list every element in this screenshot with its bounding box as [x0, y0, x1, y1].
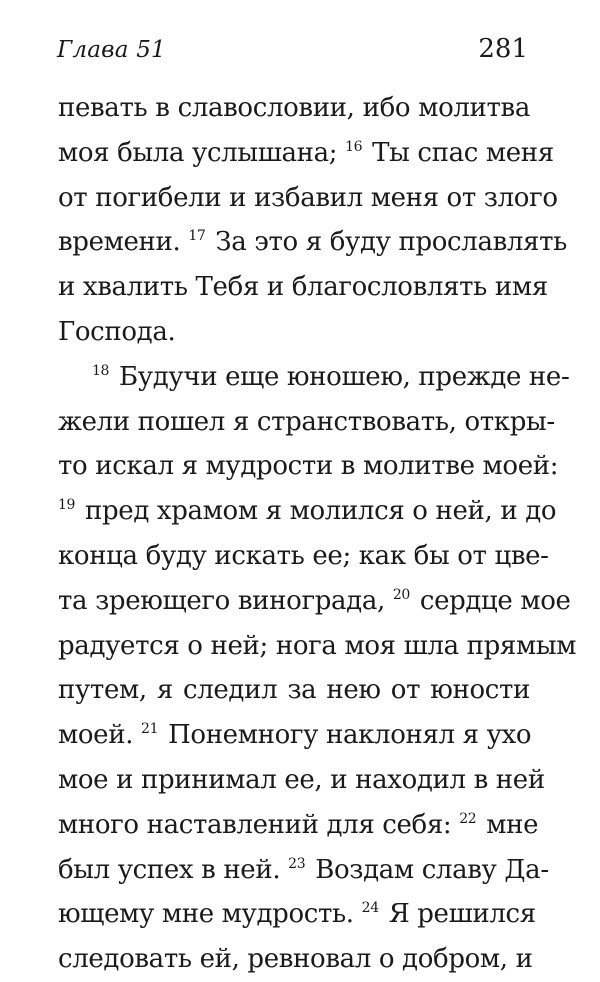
text-segment: сердце мое — [411, 585, 571, 616]
verse-number: 23 — [288, 855, 306, 872]
text-line — [58, 937, 533, 982]
text-segment: Воздам славу Да- — [307, 854, 549, 885]
text-line — [58, 176, 558, 221]
verse-number: 21 — [141, 721, 159, 738]
text-line — [58, 848, 549, 893]
text-segment: следовать ей, ревновал о добром, и — [58, 944, 533, 975]
verse-number: 20 — [392, 586, 410, 603]
text-segment: и хвалить Тебя и благословлять имя — [58, 272, 548, 303]
verse-number: 19 — [58, 497, 76, 514]
text-segment: мое и принимал ее, и находил в ней — [58, 764, 545, 795]
text-segment: моей. — [58, 720, 142, 751]
verse-number: 18 — [92, 362, 110, 379]
text-line — [58, 265, 548, 310]
text-segment: был успех в ней. — [58, 854, 289, 885]
text-segment: Господа. — [58, 316, 176, 347]
text-line — [58, 758, 545, 803]
text-segment: путем, я следил за нею от юности — [58, 675, 530, 706]
text-segment: много наставлений для себя: — [58, 809, 460, 840]
text-segment: жели пошел я странствовать, откры- — [58, 406, 555, 437]
verse-number: 22 — [459, 810, 477, 827]
text-segment: За это я буду прославлять — [207, 227, 567, 258]
text-line — [58, 534, 549, 579]
text-line — [58, 86, 530, 131]
text-line — [58, 220, 567, 265]
text-segment: ющему мне мудрость. — [58, 899, 362, 930]
verse-number: 17 — [188, 228, 206, 245]
text-segment: конца буду искать ее; как бы от цве- — [58, 540, 549, 571]
text-line — [58, 713, 530, 758]
text-segment: Будучи еще юношею, прежде не- — [111, 361, 570, 392]
text-segment: та зреющего винограда, — [58, 585, 393, 616]
text-line — [58, 489, 557, 534]
text-line — [58, 131, 554, 176]
text-segment: радуется о ней; нога моя шла прямым — [58, 630, 577, 661]
text-segment: Понемногу наклонял я ухо — [160, 720, 532, 751]
text-segment: Я решился — [380, 899, 536, 930]
text-line — [58, 355, 570, 400]
text-line — [58, 624, 577, 669]
text-segment: Ты спас меня — [364, 137, 554, 168]
page-number: 281 — [478, 34, 528, 64]
text-line — [58, 892, 536, 937]
text-line — [58, 400, 555, 445]
text-line — [58, 803, 539, 848]
text-line — [58, 444, 559, 489]
text-segment: мне — [478, 809, 539, 840]
page-text — [58, 86, 577, 982]
chapter-title: Глава 51 — [57, 37, 166, 63]
text-segment: то искал я мудрости в молитве моей: — [58, 451, 559, 482]
verse-number: 24 — [361, 900, 379, 917]
text-segment: пред храмом я молился о ней, и до — [77, 496, 557, 527]
text-segment: моя была услышана; — [58, 137, 346, 168]
text-segment: певать в славословии, ибо молитва — [58, 93, 530, 123]
text-line — [58, 579, 571, 624]
text-line — [58, 310, 530, 355]
running-header — [57, 34, 528, 70]
text-segment: времени. — [58, 227, 189, 258]
text-line — [58, 668, 530, 713]
text-segment: от погибели и избавил меня от злого — [58, 182, 558, 213]
verse-number: 16 — [345, 138, 363, 155]
